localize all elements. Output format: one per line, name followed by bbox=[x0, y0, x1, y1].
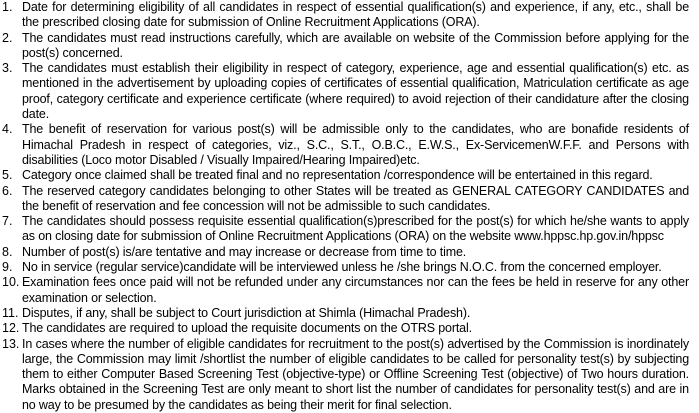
instruction-text: Category once claimed shall be treated final and no representation /correspondence will be entertained in this regard. bbox=[22, 168, 653, 183]
instruction-item-9 bbox=[0, 260, 699, 275]
instruction-item-5 bbox=[0, 168, 699, 183]
instruction-text: The reserved category candidates belonging to other States will be treated as GENERAL CATEGORY CANDIDATES and the benefit of reservation and fee concession will not be admissible to such candidates. bbox=[22, 183, 689, 213]
instruction-number: 7. bbox=[2, 214, 13, 229]
instruction-number: 8. bbox=[2, 244, 13, 259]
instruction-item-1 bbox=[0, 0, 699, 31]
instruction-item-2 bbox=[0, 31, 699, 62]
instruction-number: 2. bbox=[2, 30, 13, 45]
instruction-text: Examination fees once paid will not be refunded under any circumstances nor can the fees be held in reserve for any other examination or selection. bbox=[22, 275, 689, 305]
instruction-text: The candidates must establish their eligibility in respect of category, experience, age and essential qualification(s) etc. as mentioned in the advertisement by uploading copies of certificates of essential qualification, Matriculation certificate as age proof, category certificate and experience certificate (where required) to avoid rejection of their candidature after the closing date. bbox=[22, 61, 689, 122]
instruction-item-10 bbox=[0, 275, 699, 306]
instruction-item-3 bbox=[0, 61, 699, 122]
instruction-item-4 bbox=[0, 122, 699, 168]
instruction-text: No in service (regular service)candidate will be interviewed unless he /she brings N.O.C. from the concerned employer. bbox=[22, 260, 662, 275]
instruction-text: Date for determining eligibility of all candidates in respect of essential qualification(s) and experience, if any, etc., shall be the prescribed closing date for submission of Online Recruitment Applications (ORA). bbox=[22, 0, 689, 30]
instruction-number: 13. bbox=[2, 336, 20, 351]
instruction-text: The benefit of reservation for various post(s) will be admissible only to the candidates, who are bonafide residents of Himachal Pradesh in respect of categories, viz., S.C., S.T., O.B.C., E.W.S., Ex-ServicemenW.F.F. and Persons with disabilities (Loco motor Disabled / Visually Impaired/Hearing Impaired)etc. bbox=[22, 122, 689, 167]
instruction-item-12 bbox=[0, 321, 699, 336]
instruction-item-8 bbox=[0, 245, 699, 260]
instruction-item-11 bbox=[0, 306, 699, 321]
instruction-text: The candidates should possess requisite essential qualification(s)prescribed for the post(s) for which he/she wants to apply as on closing date for submission of Online Recruitment Applications (ORA) on the website www.hppsc.hp.gov.in/hppsc bbox=[22, 214, 689, 244]
instruction-number: 3. bbox=[2, 61, 13, 76]
instruction-text: In cases where the number of eligible candidates for recruitment to the post(s) advertised by the Commission is inordinately large, the Commission may limit /shortlist the number of eligible candidates to be called for personality test(s) by subjecting them to either Computer Based Screening Test (objective-type) or Offline Screening Test (objective) of Two hours duration. Marks obtained in the Screening Test are only meant to short list the number of candidates for personality test(s) and are in no way to be presumed by the candidates as being their merit for final selection. bbox=[22, 336, 689, 412]
instruction-number: 5. bbox=[2, 168, 13, 183]
instruction-number: 10. bbox=[2, 275, 20, 290]
instruction-number: 9. bbox=[2, 260, 13, 275]
instruction-item-6 bbox=[0, 184, 699, 215]
instruction-item-7 bbox=[0, 214, 699, 245]
instruction-number: 6. bbox=[2, 183, 13, 198]
instruction-text: Disputes, if any, shall be subject to Court jurisdiction at Shimla (Himachal Pradesh). bbox=[22, 305, 471, 320]
instruction-text: Number of post(s) is/are tentative and may increase or decrease from time to time. bbox=[22, 244, 467, 259]
instruction-number: 12. bbox=[2, 321, 20, 336]
instruction-text: The candidates must read instructions carefully, which are available on website of the Commission before applying for the post(s) concerned. bbox=[22, 30, 689, 60]
instruction-number: 4. bbox=[2, 122, 13, 137]
instruction-item-13 bbox=[0, 337, 699, 413]
instruction-number: 1. bbox=[2, 0, 13, 14]
instruction-number: 11. bbox=[2, 305, 19, 320]
instruction-text: The candidates are required to upload the requisite documents on the OTRS portal. bbox=[22, 321, 472, 336]
